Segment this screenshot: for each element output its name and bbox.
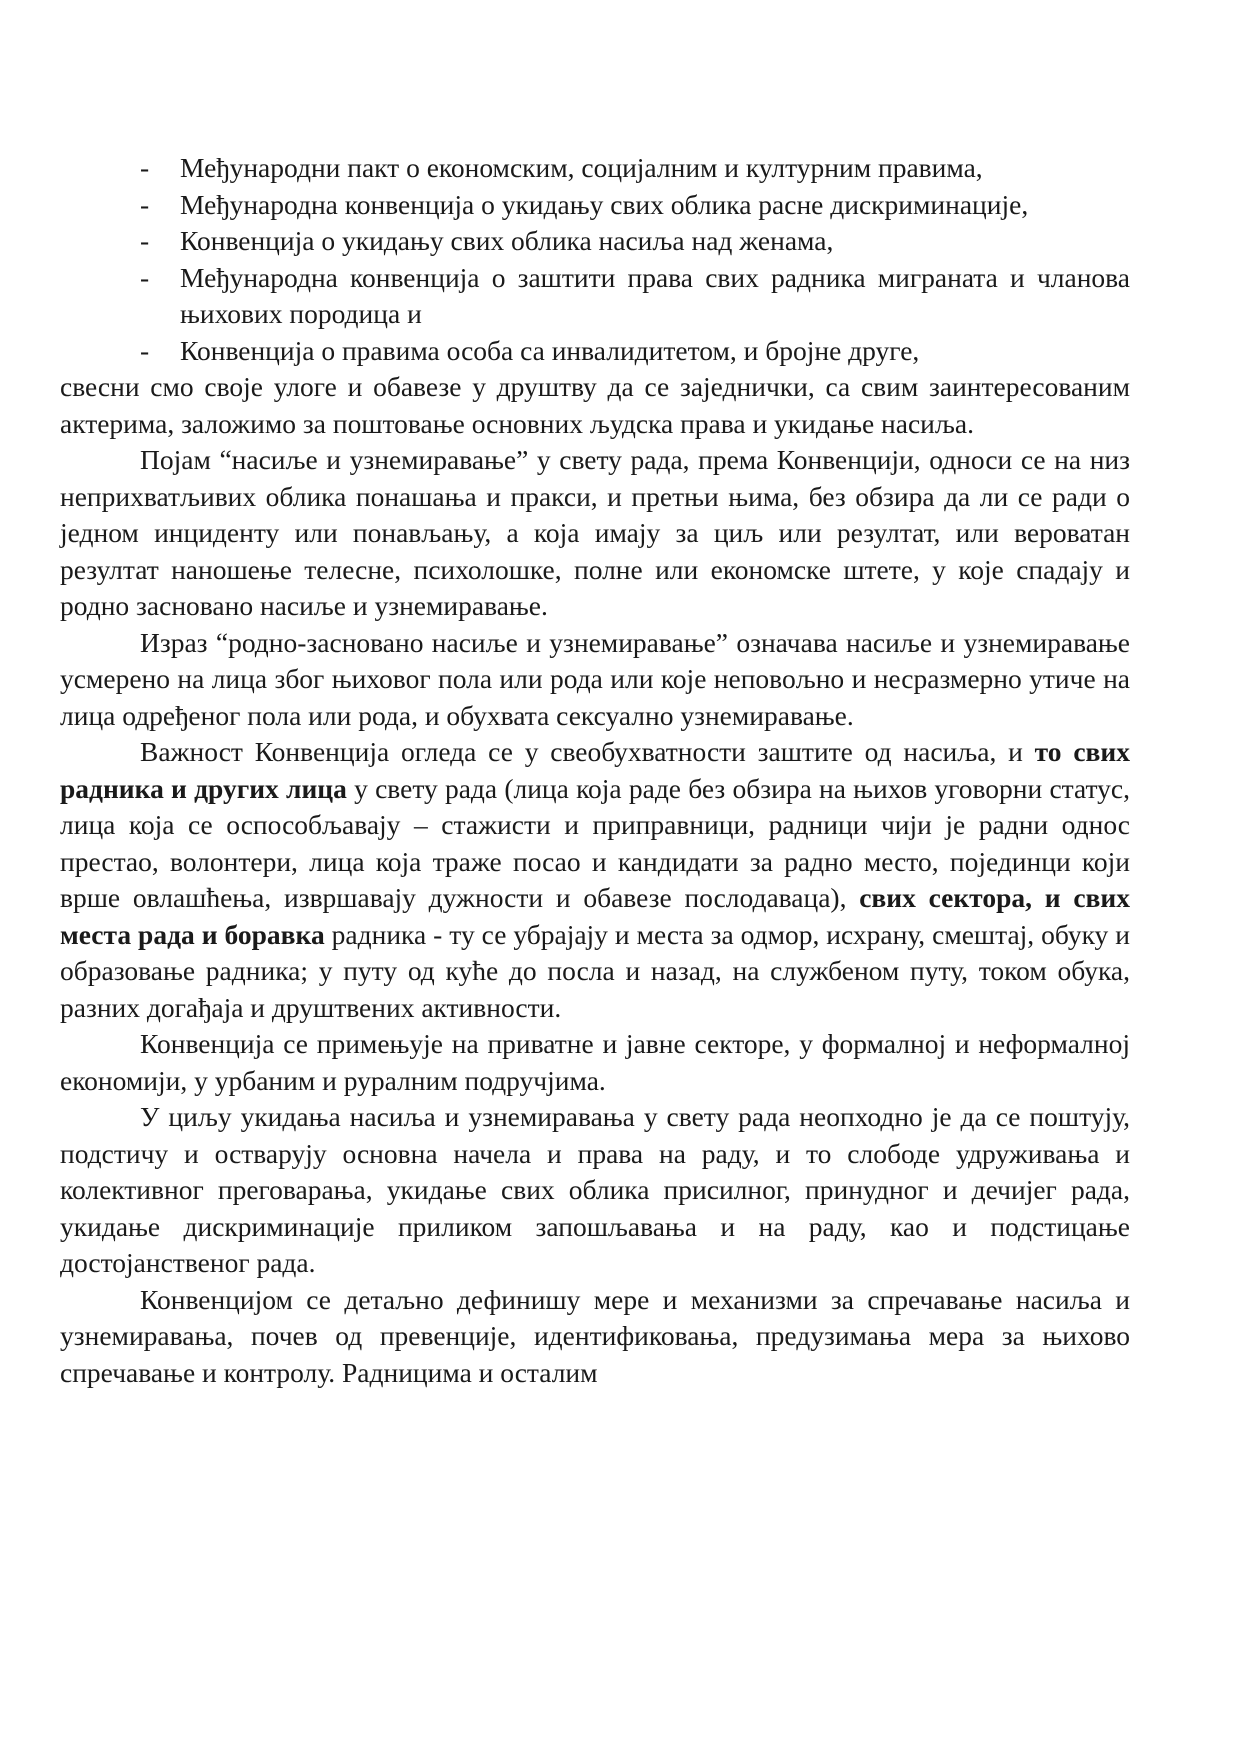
paragraph-gender-violence: Израз “родно-засновано насиље и узнемиравање” означава насиље и узнемиравање усмерено на лица због њиховог пола или рода или које неповољно и несразмерно утиче на лица одређеног пола или рода, и обухвата сексуално узнемиравање. (60, 626, 1130, 731)
list-item (60, 260, 1130, 333)
paragraph-sectors: Конвенција се примењује на приватне и јавне секторе, у формалној и неформалној економији, у урбаним и руралним подручјима. (60, 1028, 1130, 1096)
list-item (60, 150, 1130, 187)
paragraph-measures: Конвенцијом се детаљно дефинишу мере и механизми за спречавање насиља и узнемиравања, почев од превенције, идентификовања, предузимања мера за њихово спречавање и контролу. Радницима и осталим (60, 1283, 1130, 1388)
list-item-text: Међународна конвенција о укидању свих облика расне дискриминације, (180, 188, 1029, 220)
list-marker: - (140, 188, 150, 220)
convention-list (60, 150, 1130, 369)
list-marker: - (140, 152, 150, 183)
list-item (60, 187, 1130, 224)
list-marker: - (140, 225, 150, 256)
text-run: у свету рада (лица која раде без обзира на њихов уговорни статус, лица која се оспособљавају – стажисти и приправници, радници чији је радни однос престао, волонтери, лица која траже посао и кандидати за радно место, појединци који врше овлашћења, извршавају дужности и обавезе послодаваца), (60, 772, 1130, 913)
paragraph-importance (60, 734, 1130, 1026)
list-item-text: Међународни пакт о економским, социјалним и културним правима, (180, 152, 983, 183)
text-run: радника - ту се убрајају и места за одмор, исхрану, смештај, обуку и образовање радника; у путу од куће до посла и назад, на службеном путу, током обука, разних догађаја и друштвених активности. (60, 918, 1130, 1023)
list-item-text: Конвенција о правима особа са инвалидитетом, и бројне друге, (180, 334, 920, 366)
paragraph-awareness: свесни смо своје улоге и обавезе у друштву да се заједнички, са свим заинтересованим актерима, заложимо за поштовање основних људска права и укидање насиља. (60, 371, 1130, 439)
list-item (60, 333, 1130, 370)
list-item (60, 223, 1130, 260)
paragraph-goal: У циљу укидања насиља и узнемиравања у свету рада неопходно је да се поштују, подстичу и остварују основна начела и права на раду, и то слободе удруживања и колективног преговарања, укидање свих облика присилног, принудног и дечијег рада, укидање дискриминације приликом запошљавања и на раду, као и подстицање достојанственог рада. (60, 1101, 1130, 1278)
bold-text-run: то свих радника и других лица (60, 736, 1130, 804)
text-run: Важност Конвенција огледа се у свеобухватности заштите од насиља, и (140, 736, 1035, 767)
list-item-text: Међународна конвенција о заштити права свих радника миграната и чланова њихових породица и (180, 261, 1130, 329)
list-marker: - (140, 261, 150, 293)
paragraph-term-definition: Појам “насиље и узнемиравање” у свету рада, према Конвенцији, односи се на низ неприхватљивих облика понашања и пракси, и претњи њима, без обзира да ли се ради о једном инциденту или понављању, а која имају за циљ или резултат, или вероватан резултат наношење телесне, психолошке, полне или економске штете, у које спадају и родно засновано насиље и узнемиравање. (60, 444, 1130, 621)
list-marker: - (140, 334, 150, 366)
bold-text-run: свих сектора, и свих места рада и боравка (60, 882, 1130, 950)
list-item-text: Конвенција о укидању свих облика насиља над женама, (180, 225, 834, 256)
